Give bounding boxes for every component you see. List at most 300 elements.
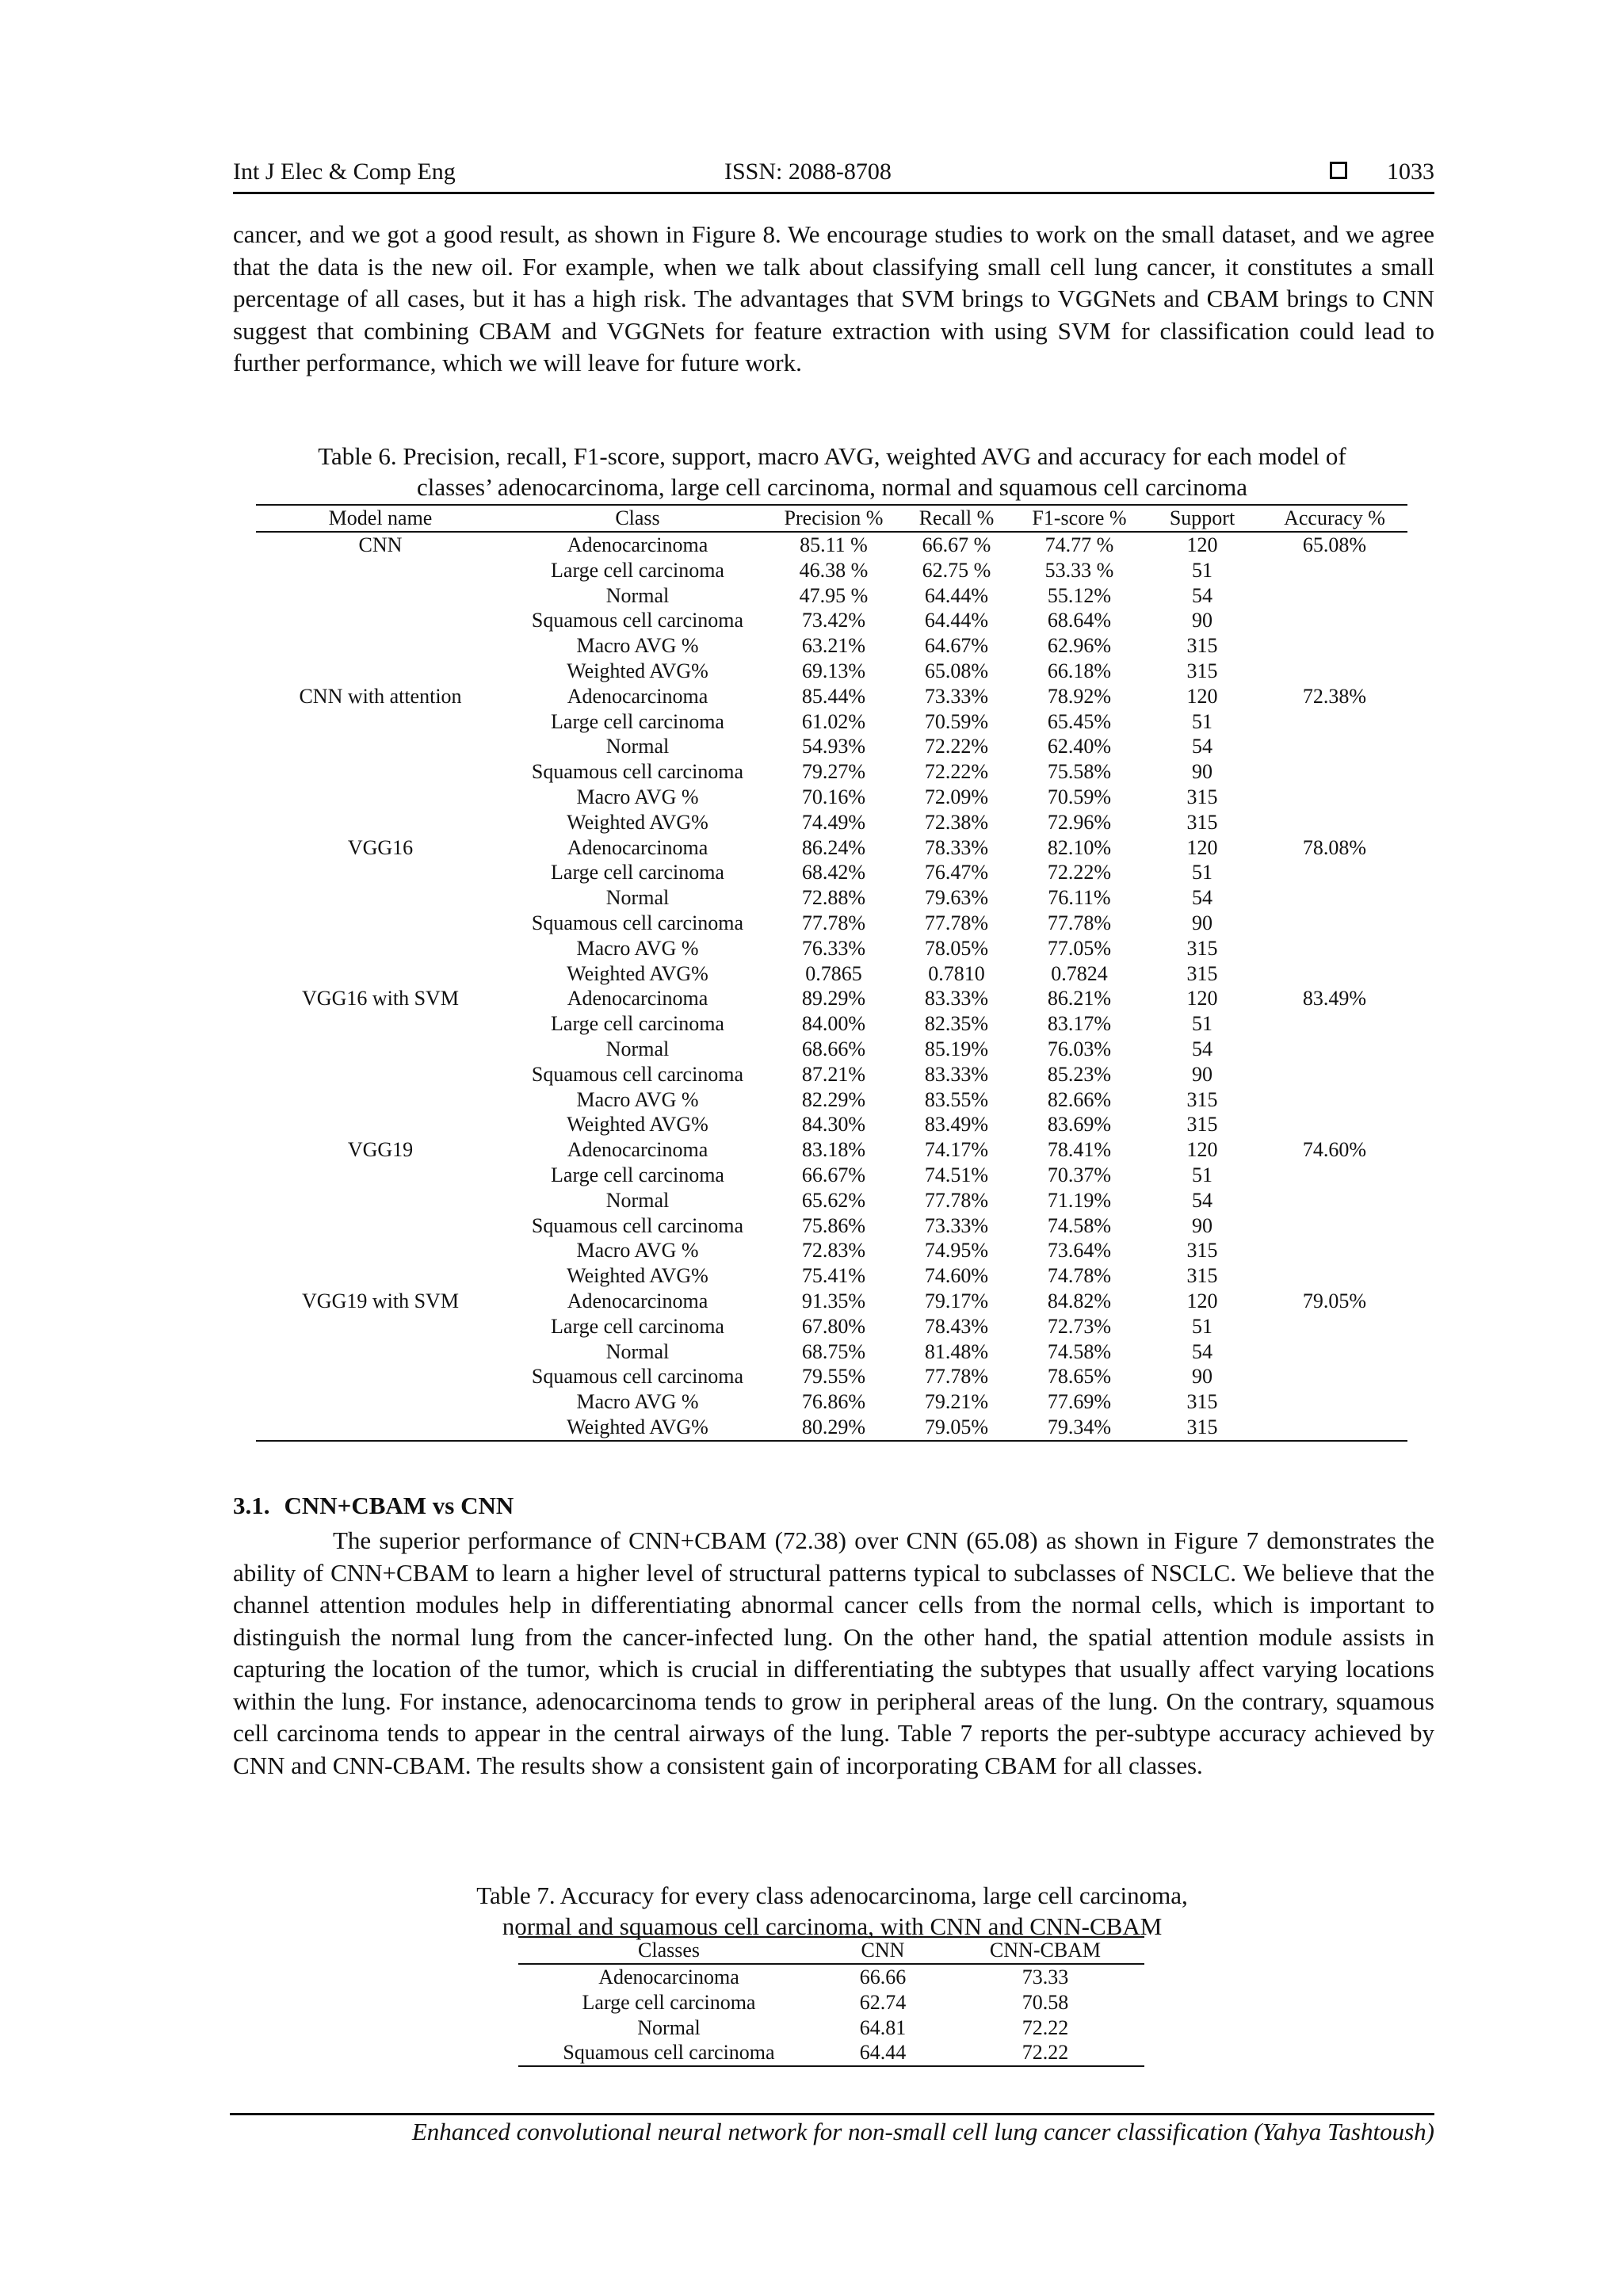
table7-cell: 62.74 [859,1990,907,2014]
table6-cell: Weighted AVG% [567,810,708,834]
table6-cell [1262,885,1407,911]
table6-cell: 90 [1192,911,1212,934]
table7-cell: 66.66 [859,1966,907,1988]
table6-cell: Large cell carcinoma [551,861,724,884]
table6-cell: 75.58% [1047,760,1112,784]
table6-cell: 120 [1186,835,1218,859]
table6-row [256,1238,1407,1263]
table6-cell: Squamous cell carcinoma [531,1365,744,1389]
table6-cell: 74.17% [924,1138,989,1162]
table6-cell: 77.78% [924,1188,989,1212]
table6-cell [1262,558,1407,583]
table7-row [518,2040,1144,2066]
running-header [233,154,1434,194]
table6-cell [256,1011,505,1037]
table6-cell: Macro AVG % [576,634,699,658]
table6-cell: 75.86% [801,1213,866,1237]
table6-cell: 0.7810 [928,961,985,985]
table6-cell: 83.69% [1047,1113,1112,1137]
table6-cell: 74.58% [1047,1339,1112,1363]
table6-cell: 74.78% [1047,1264,1112,1288]
table6-cell: 83.18% [801,1138,866,1162]
table6-cell: 51 [1192,1314,1212,1338]
table6-cell [256,1213,505,1239]
table6-cell: 84.00% [801,1012,866,1036]
table6-cell: 77.78% [801,911,866,934]
table6-cell: 72.22% [1047,861,1112,884]
table6-cell [256,583,505,609]
table6-cell: 54 [1192,1339,1212,1363]
table6-cell [256,608,505,633]
table6-cell: 66.67 % [922,533,991,556]
table6-cell: 72.73% [1047,1314,1112,1338]
table6-caption [238,441,1426,502]
table6-cell: 74.77 % [1044,533,1114,556]
table6-cell: 84.82% [1047,1289,1112,1312]
table7-cell: 73.33 [1022,1966,1069,1988]
table6-cell [1262,608,1407,633]
table6-cell [1262,1163,1407,1188]
running-footer: Enhanced convolutional neural network for non-small cell lung cancer classification (Yahya Tashtoush) [411,2118,1434,2145]
table6-cell: 82.29% [801,1087,866,1111]
table6-cell: Weighted AVG% [567,1415,708,1438]
table6-cell [256,785,505,810]
table6-header-row [256,505,1407,532]
table6-cell: 82.10% [1047,835,1112,859]
table7-cell: 64.81 [859,2015,907,2039]
table6-cell: 79.63% [924,886,989,910]
table6-cell [256,1415,505,1441]
table6-cell: 76.03% [1047,1037,1112,1060]
table6-cell: 83.55% [924,1087,989,1111]
table7-row [518,1964,1144,1990]
table6-cell [1262,911,1407,936]
table6-cell [1262,1087,1407,1113]
table6-cell [256,734,505,759]
table6-cell: 55.12% [1047,583,1112,607]
table6-cell: 74.95% [924,1239,989,1263]
table6-cell: 79.21% [924,1390,989,1414]
table6-cell: 51 [1192,558,1212,582]
table6-cell [256,659,505,684]
table6-row [256,583,1407,609]
table6-cell: 65.08% [1302,533,1367,556]
table6-cell [1262,860,1407,885]
table6-cell: 86.21% [1047,987,1112,1010]
table6-cell [256,1087,505,1113]
table6-cell: 73.64% [1047,1239,1112,1263]
table6-cell: 72.83% [801,1239,866,1263]
table6-cell [256,1062,505,1087]
table6-header-cell: Class [505,505,770,532]
table6-cell [1262,810,1407,835]
section-number: 3.1. [233,1492,270,1519]
table6-cell: 77.78% [924,1365,989,1389]
table6-cell: 46.38 % [799,558,869,582]
table6-cell: Large cell carcinoma [551,1163,724,1186]
table6-cell [256,860,505,885]
table6-cell [1262,936,1407,961]
table6-cell: 315 [1186,1087,1218,1111]
table6-cell: VGG16 with SVM [302,987,459,1010]
table6-row [256,936,1407,961]
table6-cell [1262,785,1407,810]
table6-caption-line1: Table 6. Precision, recall, F1-score, support, macro AVG, weighted AVG and accuracy for each model of [318,442,1346,470]
table6-cell: 70.37% [1047,1163,1112,1186]
table6-cell: 74.51% [924,1163,989,1186]
table6-cell [1262,1389,1407,1415]
table6-cell: Squamous cell carcinoma [531,1062,744,1086]
table6-cell: 315 [1186,961,1218,985]
section-heading [233,1492,514,1520]
table6-header-cell: F1-score % [1016,505,1143,532]
table6-cell [1262,1213,1407,1239]
table6-cell: 120 [1186,684,1218,708]
table6-cell: 54 [1192,583,1212,607]
table6-cell: 69.13% [801,659,866,682]
table6-cell: 78.43% [924,1314,989,1338]
table6-header-cell: Recall % [897,505,1016,532]
table6-cell: 75.41% [801,1264,866,1288]
table6-cell: 315 [1186,634,1218,658]
table6-cell: 53.33 % [1044,558,1114,582]
table6-cell: 62.96% [1047,634,1112,658]
table6-cell: 71.19% [1047,1188,1112,1212]
table6-cell: 79.55% [801,1365,866,1389]
table6-cell: 73.42% [801,609,866,632]
table6-cell: 64.44% [924,583,989,607]
table6-cell: 78.33% [924,835,989,859]
table6-cell [1262,633,1407,659]
table6-cell: 77.69% [1047,1390,1112,1414]
table6-cell: 51 [1192,709,1212,733]
table6-cell [1262,1339,1407,1365]
table6-cell [1262,734,1407,759]
table6-cell: 83.33% [924,987,989,1010]
table6-cell: 73.33% [924,1213,989,1237]
table6-cell: Adenocarcinoma [567,987,708,1010]
table6-cell: 72.09% [924,785,989,808]
table6-cell: 74.60% [924,1264,989,1288]
table6-cell: Squamous cell carcinoma [531,1213,744,1237]
table6-row [256,1137,1407,1163]
table6-cell [256,709,505,735]
table6-cell: 0.7824 [1051,961,1108,985]
table7-cell: Squamous cell carcinoma [563,2041,775,2065]
table6-cell: 85.44% [801,684,866,708]
table6-cell: CNN [358,533,403,556]
footer-divider [230,2113,1434,2115]
table6-cell: 120 [1186,987,1218,1010]
table6-cell [1262,1037,1407,1062]
table6-row [256,608,1407,633]
table6-cell: 78.08% [1302,835,1367,859]
table6-cell [256,1364,505,1389]
table6-cell: 79.34% [1047,1415,1112,1438]
table6-cell [1262,1263,1407,1289]
table6-cell: 64.44% [924,609,989,632]
table6-cell: 89.29% [801,987,866,1010]
table6-cell: Normal [605,886,670,910]
table6-cell: 65.62% [801,1188,866,1212]
table6-cell: Adenocarcinoma [567,1138,708,1162]
table6-cell: 63.21% [801,634,866,658]
table6-row [256,532,1407,558]
table6-row [256,1263,1407,1289]
table6-row [256,911,1407,936]
table6-row [256,1037,1407,1062]
table6-cell [256,633,505,659]
table6-cell: 79.05% [1302,1289,1367,1312]
table6-cell: 74.58% [1047,1213,1112,1237]
table6-row [256,835,1407,861]
table6-cell: 72.96% [1047,810,1112,834]
table6-cell: 76.47% [924,861,989,884]
table6-cell: 72.88% [801,886,866,910]
table7-header-row [518,1937,1144,1964]
table6-cell [256,1314,505,1339]
table6-cell: Macro AVG % [576,1390,699,1414]
table7-cell: Normal [637,2015,701,2039]
table6-row [256,1213,1407,1239]
table6-cell: CNN with attention [299,684,462,708]
table6-row [256,1188,1407,1213]
table6-row [256,1011,1407,1037]
table6-cell: 62.75 % [922,558,991,582]
table6-cell [256,961,505,987]
table6-cell: 82.66% [1047,1087,1112,1111]
table6-cell: 72.22% [924,760,989,784]
table6-row [256,1062,1407,1087]
table7-cell: Large cell carcinoma [582,1990,756,2014]
table6-cell: 315 [1186,1239,1218,1263]
table6-row [256,633,1407,659]
table6-cell: 76.33% [801,936,866,960]
table6-row [256,810,1407,835]
table6-cell [256,1263,505,1289]
table6-cell: VGG19 with SVM [302,1289,459,1312]
table6-cell: 79.17% [924,1289,989,1312]
table6-cell: 82.35% [924,1012,989,1036]
table6-cell: 76.11% [1048,886,1111,910]
table6-cell [1262,1364,1407,1389]
table6-row [256,785,1407,810]
table6-row [256,1112,1407,1137]
table6-cell: Normal [605,1188,670,1212]
journal-name: Int J Elec & Comp Eng [233,159,456,185]
table6-row [256,1163,1407,1188]
table6-cell: 51 [1192,1012,1212,1036]
table6-cell: 315 [1186,810,1218,834]
table6-cell: 54.93% [801,735,866,758]
table6-row [256,885,1407,911]
table6-cell: 85.11 % [800,533,868,556]
table6-cell: 62.40% [1047,735,1112,758]
table6-cell: 51 [1192,861,1212,884]
table6-cell: Weighted AVG% [567,1113,708,1137]
table6-cell: 76.86% [801,1390,866,1414]
table6-cell: 85.19% [924,1037,989,1060]
table6-cell [256,759,505,785]
table6-cell [256,558,505,583]
table6-cell: 90 [1192,1365,1212,1389]
table6-cell: 86.24% [801,835,866,859]
table7-row [518,1990,1144,2015]
table7 [518,1936,1144,2067]
table6-cell: 72.38% [1302,684,1367,708]
table6-cell [256,911,505,936]
table6-cell: 83.17% [1047,1012,1112,1036]
table6-cell: 79.27% [801,760,866,784]
table6-cell [1262,1062,1407,1087]
table6-cell: Normal [605,1339,670,1363]
table6-cell: Adenocarcinoma [567,684,708,708]
table7-row [518,2015,1144,2041]
table6-cell: 78.05% [924,936,989,960]
table6-cell [256,1238,505,1263]
table6-cell: 90 [1192,609,1212,632]
table6-row [256,1289,1407,1314]
table6-cell: Weighted AVG% [567,1264,708,1288]
table6-cell [256,1163,505,1188]
table6-cell: 66.18% [1047,659,1112,682]
table6-row [256,1389,1407,1415]
table6-caption-line2: classes’ adenocarcinoma, large cell carcinoma, normal and squamous cell carcinoma [416,473,1248,501]
table6-cell [256,1188,505,1213]
table6-cell [1262,961,1407,987]
table6-cell: 77.05% [1047,936,1112,960]
table7-cell: Adenocarcinoma [598,1966,739,1988]
table6-cell: 90 [1192,1213,1212,1237]
table6-cell: 70.16% [801,785,866,808]
table6-cell: 72.22% [924,735,989,758]
table6-cell [1262,1112,1407,1137]
table7-cell: 64.44 [859,2041,907,2065]
table6-cell: Squamous cell carcinoma [531,760,744,784]
table6-cell: Large cell carcinoma [551,1314,724,1338]
table6-cell: Adenocarcinoma [567,533,708,556]
table6-cell: 65.45% [1047,709,1112,733]
table6-cell [256,1339,505,1365]
table6-cell: 68.66% [801,1037,866,1060]
table6-cell: 70.59% [1047,785,1112,808]
table6-cell: Normal [605,735,670,758]
table6-cell [1262,709,1407,735]
table6-row [256,1364,1407,1389]
table6-cell: VGG19 [347,1138,414,1162]
table6-row [256,986,1407,1011]
table6-cell: VGG16 [347,835,414,859]
square-bullet-icon [1330,162,1347,179]
table6-cell: 315 [1186,1415,1218,1438]
table6-cell [1262,1314,1407,1339]
table6-cell: 120 [1186,1138,1218,1162]
table6-cell: Adenocarcinoma [567,835,708,859]
table6-cell: Large cell carcinoma [551,558,724,582]
table6-cell [256,885,505,911]
table7-caption-line2: normal and squamous cell carcinoma, with CNN and CNN-CBAM [502,1912,1163,1940]
table6-cell: 54 [1192,886,1212,910]
table6-cell: Macro AVG % [576,1239,699,1263]
table6-cell: 65.08% [924,659,989,682]
table6-row [256,860,1407,885]
table6-cell: Squamous cell carcinoma [531,911,744,934]
table6-cell [1262,1011,1407,1037]
table6 [256,504,1407,1442]
table6-cell [256,936,505,961]
table6-cell: Weighted AVG% [567,659,708,682]
table6-cell: 120 [1186,1289,1218,1312]
table7-cell: 72.22 [1022,2015,1069,2039]
table7-cell: 72.22 [1022,2041,1069,2065]
table6-cell [1262,1415,1407,1441]
table6-row [256,1339,1407,1365]
table6-cell: 51 [1192,1163,1212,1186]
table6-cell: Weighted AVG% [567,961,708,985]
table6-cell: 80.29% [801,1415,866,1438]
table6-cell: 70.59% [924,709,989,733]
table6-header-cell: Precision % [770,505,897,532]
table6-cell: Macro AVG % [576,785,699,808]
table6-cell: 78.92% [1047,684,1112,708]
table6-cell: 83.49% [924,1113,989,1137]
table6-row [256,1314,1407,1339]
table6-cell: 315 [1186,785,1218,808]
table6-cell: 54 [1192,735,1212,758]
table6-cell: Macro AVG % [576,936,699,960]
table6-cell: 72.38% [924,810,989,834]
table6-cell: 66.67% [801,1163,866,1186]
table6-cell: 90 [1192,760,1212,784]
table7-caption-line1: Table 7. Accuracy for every class adenocarcinoma, large cell carcinoma, [476,1881,1188,1909]
table6-row [256,734,1407,759]
table7-cell: 70.58 [1022,1990,1069,2014]
table6-row [256,961,1407,987]
table6-cell: Squamous cell carcinoma [531,609,744,632]
table6-cell [1262,583,1407,609]
table6-row [256,759,1407,785]
issn: ISSN: 2088-8708 [724,159,892,185]
table7-caption [396,1880,1268,1942]
table6-cell: 84.30% [801,1113,866,1137]
table6-cell: 315 [1186,936,1218,960]
table6-cell: 68.64% [1047,609,1112,632]
table6-header-cell: Model name [256,505,505,532]
table6-row [256,558,1407,583]
table7-header-cell: CNN-CBAM [946,1937,1144,1964]
table6-cell [256,1112,505,1137]
table6-cell: 83.33% [924,1062,989,1086]
table6-cell: Large cell carcinoma [551,709,724,733]
table6-cell: 61.02% [801,709,866,733]
table6-cell [1262,1238,1407,1263]
table7-header-cell: CNN [819,1937,946,1964]
table6-cell: 67.80% [801,1314,866,1338]
table6-cell: Adenocarcinoma [567,1289,708,1312]
table6-row [256,659,1407,684]
table6-header-cell: Support [1143,505,1262,532]
table6-cell: 68.75% [801,1339,866,1363]
table6-row [256,1415,1407,1441]
table6-cell: 315 [1186,659,1218,682]
table6-cell [1262,1188,1407,1213]
page-number: 1033 [1387,159,1434,185]
section-paragraph: The superior performance of CNN+CBAM (72.38) over CNN (65.08) as shown in Figure 7 demonstrates the ability of CNN+CBAM to learn a higher level of structural patterns typical to subclasses of NSCLC. We believe that the channel attention modules help in differentiating abnormal cancer cells from the normal cells, which is important to distinguish the normal lung from the cancer-infected lung. On the other hand, the spatial attention module assists in capturing the location of the tumor, which is crucial in differentiating the subtypes that usually affect varying locations within the lung. For instance, adenocarcinoma tends to grow in peripheral areas of the lung. On the contrary, squamous cell carcinoma tends to appear in the central airways of the lung. Table 7 reports the per-subtype accuracy achieved by CNN and CNN-CBAM. The results show a consistent gain of incorporating CBAM for all classes. [233,1526,1434,1779]
table6-cell: Large cell carcinoma [551,1012,724,1036]
table6-cell: 315 [1186,1113,1218,1137]
table6-cell: 68.42% [801,861,866,884]
intro-paragraph: cancer, and we got a good result, as shown in Figure 8. We encourage studies to work on the small dataset, and we agree that the data is the new oil. For example, when we talk about classifying small cell lung cancer, it constitutes a small percentage of all cases, but it has a high risk. The advantages that SVM brings to VGGNets and CBAM brings to CNN suggest that combining CBAM and VGGNets for feature extraction with using SVM for classification could lead to further performance, which we will leave for future work. [233,220,1434,376]
